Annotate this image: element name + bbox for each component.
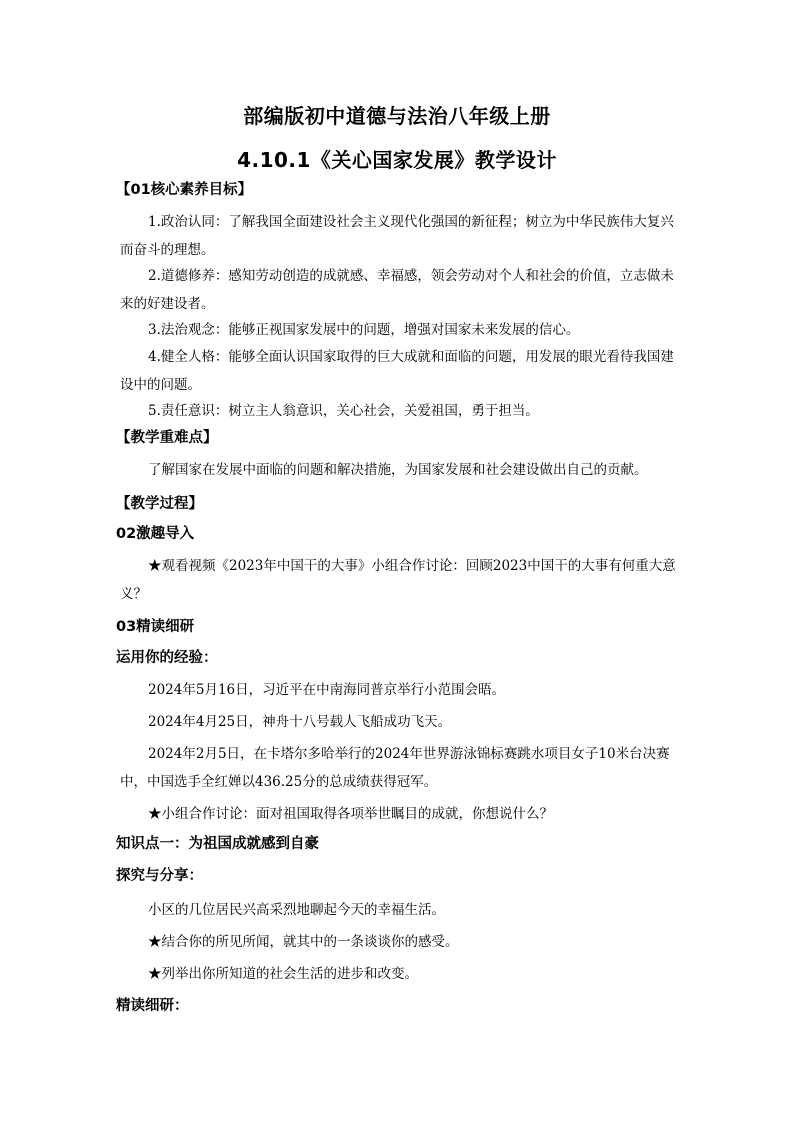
experience-heading: 运用你的经验： [116,650,218,666]
goal-responsibility: 5.责任意识：树立主人翁意识，关心社会，关爱祖国，勇于担当。 [148,403,539,419]
goal-rule-of-law: 3.法治观念：能够正视国家发展中的问题，增强对国家未来发展的信心。 [148,322,580,338]
document-title: 部编版初中道德与法治八年级上册 [243,104,551,128]
document-subtitle: 4.10.1《关心国家发展》教学设计 [237,148,557,172]
goal-political-identity: 1.政治认同：了解我国全面建设社会主义现代化强国的新征程；树立为中华民族伟大复兴而奋斗的理想。 [120,214,674,258]
event-item: 2024年4月25日，神舟十八号载人飞船成功飞天。 [148,714,452,730]
group-discussion: ★小组合作讨论：面对祖国取得各项举世瞩目的成就，你想说什么？ [148,806,553,822]
goal-sound-personality: 4.健全人格：能够全面认识国家取得的巨大成就和面临的问题，用发展的眼光看待我国建设中的问题。 [120,349,674,393]
explore-heading: 探究与分享： [116,868,203,884]
explore-item: ★结合你的所见所闻，就其中的一条谈谈你的感受。 [148,934,459,950]
knowledge-point-heading: 知识点一：为祖国成就感到自豪 [116,836,319,852]
event-item: 2024年5月16日，习近平在中南海同普京举行小范围会晤。 [148,682,506,698]
explore-item: 小区的几位居民兴高采烈地聊起今天的幸福生活。 [148,902,445,918]
step-heading-intro: 02激趣导入 [116,526,195,542]
goal-moral-cultivation: 2.道德修养：感知劳动创造的成就感、幸福感，领会劳动对个人和社会的价值，立志做未来的好建设者。 [120,268,674,312]
section-heading-key-points: 【教学重难点】 [116,430,218,446]
close-reading-heading: 精读细研： [116,998,189,1014]
section-heading-process: 【教学过程】 [116,496,203,512]
event-item: 2024年2月5日，在卡塔尔多哈举行的2024年世界游泳锦标赛跳水项目女子10米台决赛中，中国选手全红婵以436.25分的总成绩获得冠军。 [120,746,670,790]
section-heading-core-goals: 【01核心素养目标】 [116,182,253,198]
step-heading-close-reading: 03精读细研 [116,619,195,635]
intro-activity: ★观看视频《2023年中国干的大事》小组合作讨论：回顾2023中国干的大事有何重大意义？ [120,558,676,602]
key-points-text: 了解国家在发展中面临的问题和解决措施，为国家发展和社会建设做出自己的贡献。 [148,462,648,478]
explore-item: ★列举出你所知道的社会生活的进步和改变。 [148,966,418,982]
